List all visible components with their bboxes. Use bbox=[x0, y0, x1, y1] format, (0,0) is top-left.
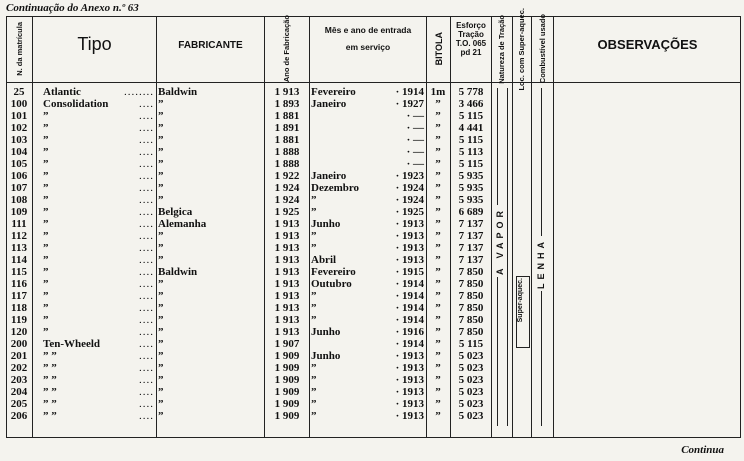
natureza-bracket bbox=[507, 88, 508, 426]
cell-y: · 1915 bbox=[395, 266, 424, 278]
cell-esf: 5 935 bbox=[458, 194, 484, 206]
cell-tipo: ” bbox=[43, 194, 49, 206]
cell-bit: ” bbox=[435, 122, 441, 134]
cell-tipo: ” bbox=[43, 242, 49, 254]
cell-ano: 1 891 bbox=[274, 122, 300, 134]
cell-fab: ” bbox=[158, 110, 164, 122]
natureza-label: A VAPOR bbox=[495, 207, 505, 276]
cell-y: · 1914 bbox=[395, 338, 424, 350]
cell-ano: 1 925 bbox=[274, 206, 300, 218]
cell-fab: ” bbox=[158, 122, 164, 134]
cell-mes: ” bbox=[311, 302, 317, 314]
cell-n: 109 bbox=[10, 206, 28, 218]
cell-dots: .... bbox=[139, 218, 154, 230]
cell-bit: ” bbox=[435, 410, 441, 422]
cell-fab: ” bbox=[158, 374, 164, 386]
cell-mes: Janeiro bbox=[311, 170, 347, 182]
cell-y: · — bbox=[406, 122, 424, 134]
cell-fab: ” bbox=[158, 170, 164, 182]
cell-dots: .... bbox=[139, 338, 154, 350]
table-row bbox=[0, 207, 744, 219]
cell-tipo: ” ” bbox=[43, 374, 57, 386]
header-entrada: Mês e ano de entrada em serviço bbox=[324, 25, 412, 52]
cell-y: · 1913 bbox=[395, 374, 424, 386]
cell-ano: 1 913 bbox=[274, 230, 300, 242]
cell-mes: Dezembro bbox=[311, 182, 360, 194]
cell-esf: 5 023 bbox=[458, 398, 484, 410]
cell-dots: .... bbox=[139, 182, 154, 194]
cell-ano: 1 924 bbox=[274, 194, 300, 206]
cell-y: · — bbox=[406, 110, 424, 122]
cell-esf: 7 137 bbox=[458, 218, 484, 230]
cell-n: 102 bbox=[10, 122, 28, 134]
table-row bbox=[0, 231, 744, 243]
cell-tipo: ” bbox=[43, 146, 49, 158]
cell-mes: ” bbox=[311, 290, 317, 302]
table-row bbox=[0, 183, 744, 195]
cell-bit: ” bbox=[435, 170, 441, 182]
header-combustivel: Combustível usado bbox=[537, 14, 547, 84]
cell-esf: 5 115 bbox=[458, 110, 484, 122]
cell-esf: 6 689 bbox=[458, 206, 484, 218]
cell-tipo: ” bbox=[43, 230, 49, 242]
table-row bbox=[0, 123, 744, 135]
cell-esf: 5 023 bbox=[458, 410, 484, 422]
cell-dots: .... bbox=[139, 350, 154, 362]
cell-n: 105 bbox=[10, 158, 28, 170]
header-observacoes: OBSERVAÇÕES bbox=[597, 37, 698, 52]
cell-tipo: Atlantic bbox=[43, 86, 81, 98]
cell-y: · 1924 bbox=[395, 182, 424, 194]
header-esforco: Esforço Tração T.O. 065 pd 21 bbox=[455, 21, 487, 57]
cell-tipo: ” bbox=[43, 254, 49, 266]
cell-ano: 1 881 bbox=[274, 134, 300, 146]
cell-y: · 1913 bbox=[395, 218, 424, 230]
cell-tipo: ” bbox=[43, 122, 49, 134]
cell-n: 115 bbox=[11, 266, 27, 278]
cell-fab: ” bbox=[158, 398, 164, 410]
cell-dots: .... bbox=[139, 410, 154, 422]
cell-dots: .... bbox=[139, 362, 154, 374]
cell-ano: 1 913 bbox=[274, 254, 300, 266]
cell-esf: 7 850 bbox=[458, 278, 484, 290]
cell-fab: ” bbox=[158, 314, 164, 326]
cell-y: · 1914 bbox=[395, 314, 424, 326]
cell-bit: ” bbox=[435, 254, 441, 266]
cell-fab: ” bbox=[158, 302, 164, 314]
cell-n: 203 bbox=[10, 374, 28, 386]
table-row bbox=[0, 243, 744, 255]
cell-n: 204 bbox=[10, 386, 28, 398]
cell-n: 111 bbox=[11, 218, 27, 230]
cell-esf: 7 850 bbox=[458, 314, 484, 326]
cell-tipo: ” bbox=[43, 206, 49, 218]
cell-ano: 1 893 bbox=[274, 98, 300, 110]
cell-tipo: ” bbox=[43, 290, 49, 302]
cell-n: 108 bbox=[10, 194, 28, 206]
cell-esf: 5 115 bbox=[458, 338, 484, 350]
cell-y: · 1925 bbox=[395, 206, 424, 218]
cell-bit: ” bbox=[435, 206, 441, 218]
cell-esf: 3 466 bbox=[458, 98, 484, 110]
cell-n: 201 bbox=[10, 350, 28, 362]
cell-bit: ” bbox=[435, 302, 441, 314]
table-row bbox=[0, 291, 744, 303]
cell-n: 114 bbox=[11, 254, 27, 266]
cell-esf: 4 441 bbox=[458, 122, 484, 134]
cell-mes: ” bbox=[311, 230, 317, 242]
cell-mes: Abril bbox=[311, 254, 337, 266]
cell-y: · 1914 bbox=[395, 290, 424, 302]
cell-esf: 5 023 bbox=[458, 350, 484, 362]
cell-n: 107 bbox=[10, 182, 28, 194]
cell-mes: Outubro bbox=[311, 278, 352, 290]
cell-bit: ” bbox=[435, 398, 441, 410]
cell-bit: ” bbox=[435, 350, 441, 362]
cell-fab: ” bbox=[158, 254, 164, 266]
header-matricula: N. da matrícula bbox=[14, 22, 24, 76]
cell-tipo: ” bbox=[43, 218, 49, 230]
cell-ano: 1 913 bbox=[274, 302, 300, 314]
cell-n: 103 bbox=[10, 134, 28, 146]
cell-n: 100 bbox=[10, 98, 28, 110]
cell-dots: .... bbox=[139, 206, 154, 218]
cell-y: · — bbox=[406, 158, 424, 170]
cell-dots: .... bbox=[139, 242, 154, 254]
cell-y: · 1913 bbox=[395, 254, 424, 266]
cell-dots: .... bbox=[139, 134, 154, 146]
cell-y: · 1924 bbox=[395, 194, 424, 206]
cell-bit: ” bbox=[435, 278, 441, 290]
cell-bit: ” bbox=[435, 158, 441, 170]
cell-tipo: ” ” bbox=[43, 350, 57, 362]
cell-esf: 7 137 bbox=[458, 230, 484, 242]
cell-fab: Baldwin bbox=[158, 86, 198, 98]
cell-esf: 5 935 bbox=[458, 182, 484, 194]
cell-bit: ” bbox=[435, 362, 441, 374]
cell-ano: 1 881 bbox=[274, 110, 300, 122]
cell-tipo: ” ” bbox=[43, 362, 57, 374]
table-row bbox=[0, 219, 744, 231]
cell-y: · 1923 bbox=[395, 170, 424, 182]
cell-esf: 7 850 bbox=[458, 302, 484, 314]
cell-bit: ” bbox=[435, 218, 441, 230]
cell-dots: .... bbox=[139, 254, 154, 266]
cell-dots: .... bbox=[139, 158, 154, 170]
cell-fab: ” bbox=[158, 278, 164, 290]
table-row bbox=[0, 255, 744, 267]
header-bitola: BITOLA bbox=[433, 32, 444, 66]
table-row bbox=[0, 327, 744, 339]
cell-tipo: ” bbox=[43, 278, 49, 290]
cell-tipo: ” bbox=[43, 170, 49, 182]
cell-dots: .... bbox=[139, 290, 154, 302]
cell-dots: .... bbox=[139, 98, 154, 110]
cell-y: · 1927 bbox=[395, 98, 424, 110]
cell-tipo: ” ” bbox=[43, 386, 57, 398]
cell-tipo: ” bbox=[43, 134, 49, 146]
cell-bit: ” bbox=[435, 146, 441, 158]
cell-bit: ” bbox=[435, 134, 441, 146]
cell-ano: 1 913 bbox=[274, 218, 300, 230]
cell-bit: ” bbox=[435, 182, 441, 194]
cell-dots: .... bbox=[139, 122, 154, 134]
cell-n: 117 bbox=[11, 290, 27, 302]
header-fabricante: FABRICANTE bbox=[178, 40, 243, 51]
cell-dots: .... bbox=[139, 374, 154, 386]
cell-ano: 1 913 bbox=[274, 314, 300, 326]
cell-y: · 1914 bbox=[395, 86, 424, 98]
cell-mes: ” bbox=[311, 386, 317, 398]
cell-ano: 1 888 bbox=[274, 158, 300, 170]
cell-y: · 1913 bbox=[395, 386, 424, 398]
cell-mes: Junho bbox=[311, 350, 341, 362]
cell-mes: ” bbox=[311, 194, 317, 206]
table-row bbox=[0, 279, 744, 291]
cell-mes: Fevereiro bbox=[311, 266, 356, 278]
cell-tipo: ” bbox=[43, 314, 49, 326]
cell-dots: .... bbox=[139, 386, 154, 398]
cell-fab: ” bbox=[158, 158, 164, 170]
cell-dots: .... bbox=[139, 398, 154, 410]
cell-fab: Alemanha bbox=[158, 218, 207, 230]
cell-esf: 7 137 bbox=[458, 254, 484, 266]
cell-fab: ” bbox=[158, 326, 164, 338]
cell-tipo: ” bbox=[43, 266, 49, 278]
cell-n: 202 bbox=[10, 362, 28, 374]
cell-n: 113 bbox=[11, 242, 27, 254]
cell-ano: 1 913 bbox=[274, 266, 300, 278]
cell-tipo: ” bbox=[43, 110, 49, 122]
cell-dots: .... bbox=[139, 314, 154, 326]
cell-mes: ” bbox=[311, 398, 317, 410]
cell-ano: 1 913 bbox=[274, 290, 300, 302]
cell-bit: 1m bbox=[430, 86, 446, 98]
cell-n: 120 bbox=[10, 326, 28, 338]
cell-fab: ” bbox=[158, 98, 164, 110]
header-tipo: Tipo bbox=[77, 34, 112, 54]
cell-esf: 5 778 bbox=[458, 86, 484, 98]
table-row bbox=[0, 399, 744, 411]
cell-ano: 1 913 bbox=[274, 326, 300, 338]
cell-fab: ” bbox=[158, 338, 164, 350]
cell-y: · 1914 bbox=[395, 278, 424, 290]
table-row bbox=[0, 363, 744, 375]
header-locomocao: Loc. com Super-aquec. bbox=[517, 7, 526, 91]
cell-esf: 5 115 bbox=[458, 134, 484, 146]
cell-dots: .... bbox=[139, 326, 154, 338]
cell-bit: ” bbox=[435, 326, 441, 338]
cell-esf: 5 115 bbox=[458, 158, 484, 170]
super-aquec-label: Super-aquec. bbox=[517, 278, 524, 323]
cell-n: 200 bbox=[10, 338, 28, 350]
cell-bit: ” bbox=[435, 314, 441, 326]
cell-n: 119 bbox=[11, 314, 27, 326]
table-row bbox=[0, 411, 744, 423]
cell-n: 101 bbox=[10, 110, 28, 122]
cell-ano: 1 909 bbox=[274, 410, 300, 422]
cell-y: · 1913 bbox=[395, 410, 424, 422]
cell-esf: 7 850 bbox=[458, 266, 484, 278]
cell-y: · — bbox=[406, 146, 424, 158]
cell-fab: ” bbox=[158, 410, 164, 422]
cell-esf: 5 113 bbox=[458, 146, 484, 158]
table-row bbox=[0, 375, 744, 387]
cell-n: 112 bbox=[11, 230, 27, 242]
cell-fab: ” bbox=[158, 350, 164, 362]
cell-y: · 1913 bbox=[395, 362, 424, 374]
cell-tipo: ” bbox=[43, 326, 49, 338]
cell-dots: .... bbox=[139, 302, 154, 314]
cell-dots: .... bbox=[139, 110, 154, 122]
cell-ano: 1 909 bbox=[274, 386, 300, 398]
cell-fab: ” bbox=[158, 230, 164, 242]
cell-bit: ” bbox=[435, 110, 441, 122]
cell-mes: Fevereiro bbox=[311, 86, 356, 98]
combustivel-label: LENHA bbox=[536, 238, 546, 289]
table-row bbox=[0, 315, 744, 327]
cell-fab: ” bbox=[158, 386, 164, 398]
cell-bit: ” bbox=[435, 194, 441, 206]
cell-dots: ........ bbox=[124, 86, 154, 98]
cell-tipo: ” ” bbox=[43, 398, 57, 410]
cell-n: 206 bbox=[10, 410, 28, 422]
cell-fab: ” bbox=[158, 182, 164, 194]
cell-fab: ” bbox=[158, 134, 164, 146]
page-caption: Continuação do Anexo n.º 63 bbox=[6, 2, 139, 14]
cell-bit: ” bbox=[435, 338, 441, 350]
cell-y: · 1913 bbox=[395, 230, 424, 242]
cell-n: 106 bbox=[10, 170, 28, 182]
cell-fab: Baldwin bbox=[158, 266, 198, 278]
cell-esf: 5 023 bbox=[458, 386, 484, 398]
cell-esf: 7 850 bbox=[458, 326, 484, 338]
cell-dots: .... bbox=[139, 146, 154, 158]
cell-y: · 1913 bbox=[395, 242, 424, 254]
cell-mes: Junho bbox=[311, 218, 341, 230]
table-row bbox=[0, 351, 744, 363]
cell-ano: 1 922 bbox=[274, 170, 300, 182]
table-row bbox=[0, 87, 744, 99]
cell-fab: ” bbox=[158, 194, 164, 206]
cell-n: 116 bbox=[11, 278, 27, 290]
cell-ano: 1 909 bbox=[274, 398, 300, 410]
table-row bbox=[0, 135, 744, 147]
cell-tipo: Ten-Wheeld bbox=[43, 338, 101, 350]
table-row bbox=[0, 195, 744, 207]
cell-ano: 1 888 bbox=[274, 146, 300, 158]
cell-fab: ” bbox=[158, 290, 164, 302]
table-row bbox=[0, 111, 744, 123]
table-row bbox=[0, 171, 744, 183]
cell-dots: .... bbox=[139, 230, 154, 242]
cell-bit: ” bbox=[435, 266, 441, 278]
cell-esf: 5 935 bbox=[458, 170, 484, 182]
table-row bbox=[0, 267, 744, 279]
cell-y: · 1916 bbox=[395, 326, 424, 338]
cell-tipo: ” bbox=[43, 158, 49, 170]
table-row bbox=[0, 303, 744, 315]
cell-ano: 1 909 bbox=[274, 362, 300, 374]
cell-n: 104 bbox=[10, 146, 28, 158]
header-ano: Ano de Fabricação bbox=[282, 15, 291, 83]
table-row bbox=[0, 99, 744, 111]
cell-tipo: ” ” bbox=[43, 410, 57, 422]
cell-n: 118 bbox=[11, 302, 27, 314]
cell-fab: ” bbox=[158, 146, 164, 158]
cell-bit: ” bbox=[435, 242, 441, 254]
cell-mes: Janeiro bbox=[311, 98, 347, 110]
cell-fab: Belgica bbox=[158, 206, 193, 218]
header-natureza: Natureza de Tração bbox=[497, 14, 506, 84]
cell-y: · 1914 bbox=[395, 302, 424, 314]
cell-fab: ” bbox=[158, 242, 164, 254]
cell-esf: 5 023 bbox=[458, 374, 484, 386]
cell-tipo: ” bbox=[43, 182, 49, 194]
cell-bit: ” bbox=[435, 98, 441, 110]
cell-ano: 1 909 bbox=[274, 374, 300, 386]
cell-dots: .... bbox=[139, 170, 154, 182]
cell-esf: 7 137 bbox=[458, 242, 484, 254]
cell-ano: 1 913 bbox=[274, 242, 300, 254]
cell-y: · 1913 bbox=[395, 350, 424, 362]
cell-dots: .... bbox=[139, 266, 154, 278]
cell-esf: 7 850 bbox=[458, 290, 484, 302]
table-row bbox=[0, 147, 744, 159]
cell-bit: ” bbox=[435, 374, 441, 386]
cell-mes: Junho bbox=[311, 326, 341, 338]
header-separator bbox=[6, 82, 741, 83]
cell-ano: 1 924 bbox=[274, 182, 300, 194]
continua-note: Continua bbox=[681, 444, 724, 456]
table-row bbox=[0, 339, 744, 351]
cell-tipo: ” bbox=[43, 302, 49, 314]
cell-ano: 1 909 bbox=[274, 350, 300, 362]
cell-esf: 5 023 bbox=[458, 362, 484, 374]
cell-mes: ” bbox=[311, 206, 317, 218]
cell-n: 25 bbox=[13, 86, 25, 98]
cell-mes: ” bbox=[311, 314, 317, 326]
table-row bbox=[0, 387, 744, 399]
cell-bit: ” bbox=[435, 230, 441, 242]
cell-y: · — bbox=[406, 134, 424, 146]
cell-fab: ” bbox=[158, 362, 164, 374]
cell-n: 205 bbox=[10, 398, 28, 410]
table-row bbox=[0, 159, 744, 171]
cell-bit: ” bbox=[435, 290, 441, 302]
cell-mes: ” bbox=[311, 362, 317, 374]
cell-tipo: Consolidation bbox=[43, 98, 109, 110]
cell-ano: 1 913 bbox=[274, 278, 300, 290]
cell-dots: .... bbox=[139, 194, 154, 206]
cell-mes: ” bbox=[311, 374, 317, 386]
cell-mes: ” bbox=[311, 410, 317, 422]
cell-mes: ” bbox=[311, 242, 317, 254]
cell-y: · 1913 bbox=[395, 398, 424, 410]
cell-dots: .... bbox=[139, 278, 154, 290]
cell-bit: ” bbox=[435, 386, 441, 398]
cell-ano: 1 907 bbox=[274, 338, 300, 350]
cell-ano: 1 913 bbox=[274, 86, 300, 98]
